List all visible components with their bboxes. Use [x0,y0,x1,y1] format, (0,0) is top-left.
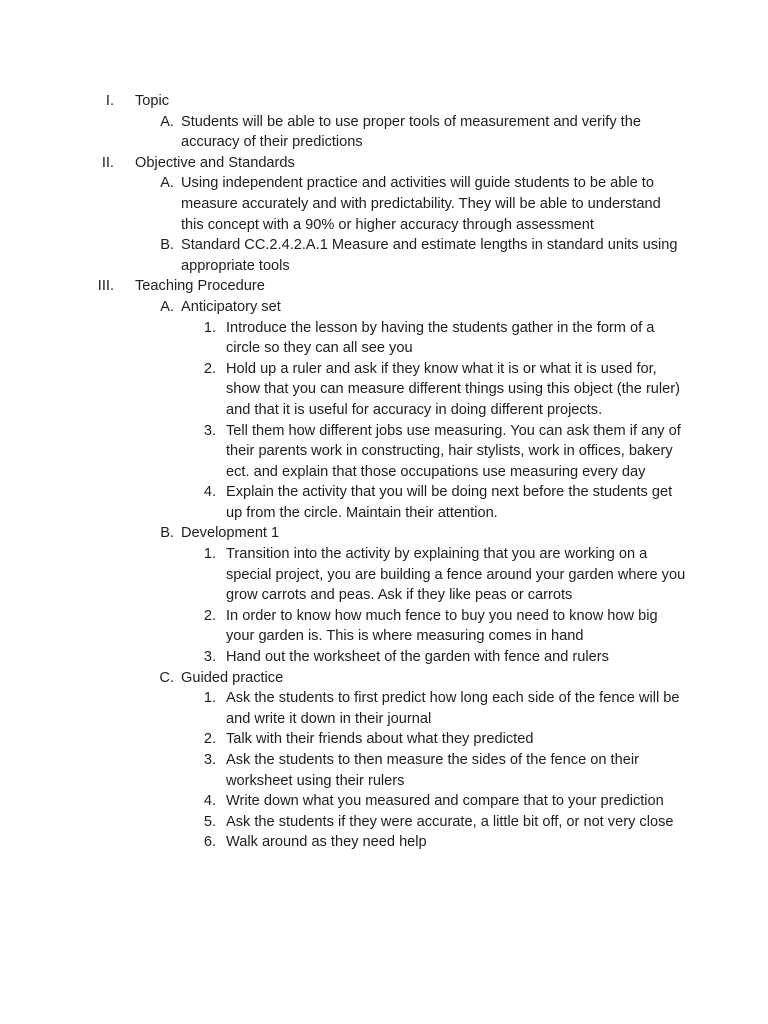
item-text: Ask the students to then measure the sides of the fence on their worksheet using their rulers [226,752,639,789]
subsection-marker: C. [159,669,174,686]
subsection-text: Students will be able to use proper tools of measurement and verify the accuracy of their predictions [181,113,641,151]
item-text: Hand out the worksheet of the garden with fence and rulers [226,649,609,666]
item-number: 5. [203,813,216,830]
list-item [0,647,768,668]
list-item [0,544,768,606]
section-topic [0,91,768,112]
subsection-item [0,173,768,235]
list-item [0,791,768,812]
item-number: 4. [203,484,216,501]
subsection-item [0,112,768,153]
subsection-marker: B. [160,237,174,254]
item-text: Hold up a ruler and ask if they know what it is or what it is used for, show that you can measure different things using this object (the ruler) and that it is useful for accuracy in doing different projects. [226,360,681,418]
item-number: 1. [203,546,216,563]
subsection-marker: A. [160,113,174,130]
item-number: 1. [203,319,216,336]
list-item [0,729,768,750]
subsection-marker: B. [160,525,174,542]
subsection-marker: A. [160,298,174,315]
item-text: Write down what you measured and compare that to your prediction [226,793,664,810]
item-number: 4. [203,793,216,810]
section-title: Objective and Standards [135,154,295,171]
subsection-development [0,523,768,544]
list-item [0,812,768,833]
item-number: 1. [203,690,216,707]
lesson-plan-document [0,91,768,853]
section-teaching-procedure [0,276,768,297]
subsection-guided-practice [0,668,768,689]
subsection-text: Development 1 [181,525,280,542]
subsection-text: Using independent practice and activities will guide students to be able to measure accurately and with predictability. They will be able to understand this concept with a 90% or higher accuracy through assessment [181,175,661,233]
item-text: Walk around as they need help [226,834,427,851]
section-objective-standards [0,153,768,174]
section-marker: II. [101,154,114,171]
item-text: Ask the students to first predict how long each side of the fence will be and write it down in their journal [226,690,680,727]
item-text: Introduce the lesson by having the students gather in the form of a circle so they can all see you [226,319,655,357]
list-item [0,359,768,421]
subsection-anticipatory-set [0,297,768,318]
section-marker: I. [105,93,114,109]
list-item [0,318,768,359]
item-text: Ask the students if they were accurate, a little bit off, or not very close [226,813,674,830]
subsection-text: Standard CC.2.4.2.A.1 Measure and estimate lengths in standard units using appropriate tools [181,237,678,274]
subsection-text: Guided practice [181,669,284,686]
list-item [0,688,768,729]
list-item [0,832,768,853]
item-text: Transition into the activity by explaining that you are working on a special project, you are building a fence around your garden where you grow carrots and peas. Ask if they like peas or carrots [226,546,686,604]
section-title: Topic [135,93,170,109]
item-text: Tell them how different jobs use measuring. You can ask them if any of their parents work in constructing, hair stylists, work in offices, bakery ect. and explain that those occupations use measuring every day [226,422,681,480]
item-number: 3. [203,649,216,666]
item-text: In order to know how much fence to buy you need to know how big your garden is. This is where measuring comes in hand [226,607,658,645]
subsection-marker: A. [160,175,174,192]
list-item [0,750,768,791]
item-number: 2. [203,360,216,377]
list-item [0,482,768,523]
item-text: Explain the activity that you will be doing next before the students get up from the circle. Maintain their attention. [226,484,673,521]
item-number: 6. [203,834,216,851]
item-number: 3. [203,422,216,439]
item-number: 3. [203,752,216,768]
item-number: 2. [203,607,216,624]
item-number: 2. [203,731,216,748]
subsection-text: Anticipatory set [181,298,281,315]
list-item [0,606,768,647]
section-title: Teaching Procedure [135,278,265,295]
list-item [0,421,768,483]
subsection-item [0,235,768,276]
section-marker: III. [97,278,114,295]
item-text: Talk with their friends about what they predicted [226,731,534,748]
